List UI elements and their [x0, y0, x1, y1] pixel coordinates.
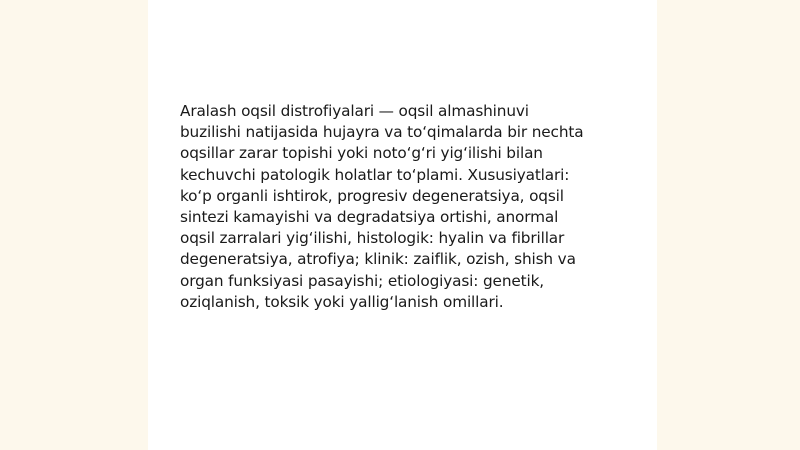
paragraph-line: buzilishi natijasida hujayra va to‘qimalarda bir nechta — [180, 123, 584, 142]
paragraph-line: organ funksiyasi pasayishi; etiologiyasi: genetik, — [180, 271, 544, 290]
paragraph-line: kechuvchi patologik holatlar to‘plami. Xususiyatlari: — [180, 165, 570, 184]
document-page — [148, 0, 657, 450]
paragraph-line: oqsillar zarar topishi yoki noto‘g‘ri yig‘ilishi bilan — [180, 144, 543, 163]
paragraph-line: oziqlanish, toksik yoki yallig‘lanish omillari. — [180, 292, 504, 311]
paragraph-line: ko‘p organli ishtirok, progresiv degeneratsiya, oqsil — [180, 186, 564, 205]
paragraph-line: oqsil zarralari yig‘ilishi, histologik: hyalin va fibrillar — [180, 229, 565, 248]
definition-paragraph — [180, 101, 632, 313]
paragraph-line: degeneratsiya, atrofiya; klinik: zaiflik, ozish, shish va — [180, 250, 576, 269]
paragraph-line: sintezi kamayishi va degradatsiya ortishi, anormal — [180, 208, 559, 227]
paragraph-line: Aralash oqsil distrofiyalari — oqsil almashinuvi — [180, 102, 529, 120]
